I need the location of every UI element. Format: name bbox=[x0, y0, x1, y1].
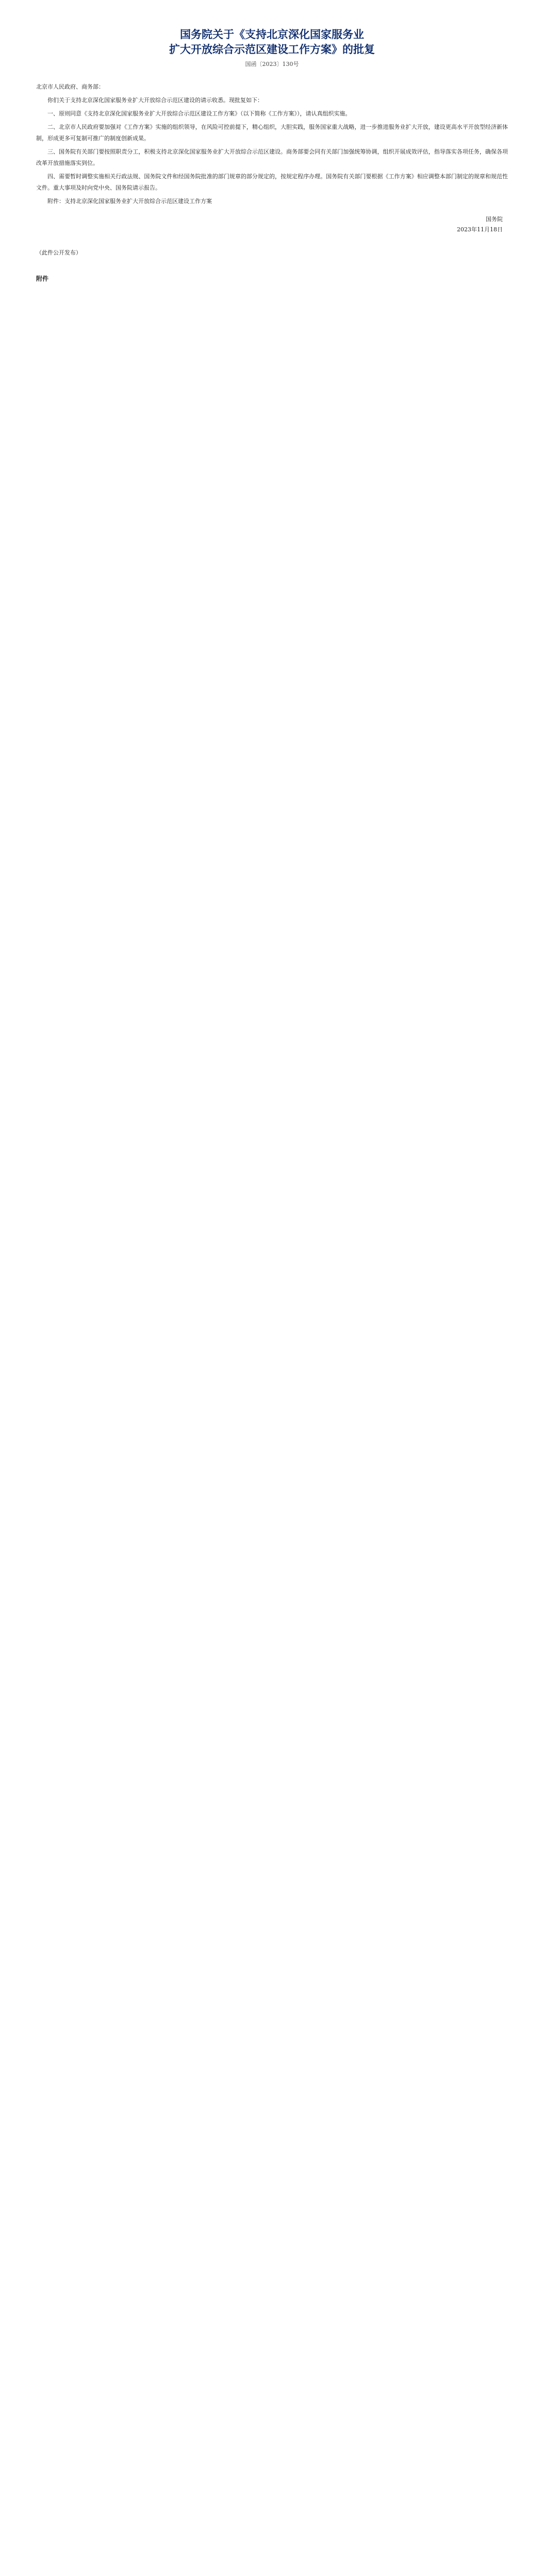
notice-title bbox=[36, 27, 508, 57]
signature-date: 2023年11月18日 bbox=[457, 226, 503, 233]
body-paragraph-5: 四、需要暂时调整实施相关行政法规、国务院文件和经国务院批准的部门规章的部分规定的，按规定程序办理。国务院有关部门要根据《工作方案》相应调整本部门制定的规章和规范性文件。重大事项及时向党中央、国务院请示报告。 bbox=[36, 173, 508, 191]
notice-title-line1: 国务院关于《支持北京深化国家服务业 bbox=[180, 28, 364, 41]
body-paragraph-3: 二、北京市人民政府要加强对《工作方案》实施的组织领导，在风险可控前提下，精心组织，大胆实践，服务国家重大战略，进一步推进服务业扩大开放，建设更高水平开放型经济新体制，形成更多可复制可推广的制度创新成果。 bbox=[36, 124, 508, 142]
attachment-line: 附件：支持北京深化国家服务业扩大开放综合示范区建设工作方案 bbox=[47, 198, 212, 205]
signature-issuer: 国务院 bbox=[486, 216, 503, 223]
document-number: 国函〔2023〕130号 bbox=[245, 61, 299, 67]
body-paragraph-2: 一、原则同意《支持北京深化国家服务业扩大开放综合示范区建设工作方案》（以下简称《工作方案》），请认真组织实施。 bbox=[47, 110, 351, 117]
notice-title-line2: 扩大开放综合示范区建设工作方案》的批复 bbox=[169, 43, 375, 56]
signature-block bbox=[36, 214, 503, 235]
body-paragraph-4: 三、国务院有关部门要按照职责分工，积极支持北京深化国家服务业扩大开放综合示范区建设。商务部要会同有关部门加强统筹协调，组织开展成效评估，指导落实各项任务，确保各项改革开放措施落实到位。 bbox=[36, 148, 508, 166]
attachment-label: 附件 bbox=[36, 275, 49, 282]
salutation: 北京市人民政府、商务部： bbox=[36, 83, 104, 90]
public-release-note: （此件公开发布） bbox=[36, 249, 81, 256]
body-paragraph-1: 你们关于支持北京深化国家服务业扩大开放综合示范区建设的请示收悉。现批复如下： bbox=[47, 97, 263, 104]
